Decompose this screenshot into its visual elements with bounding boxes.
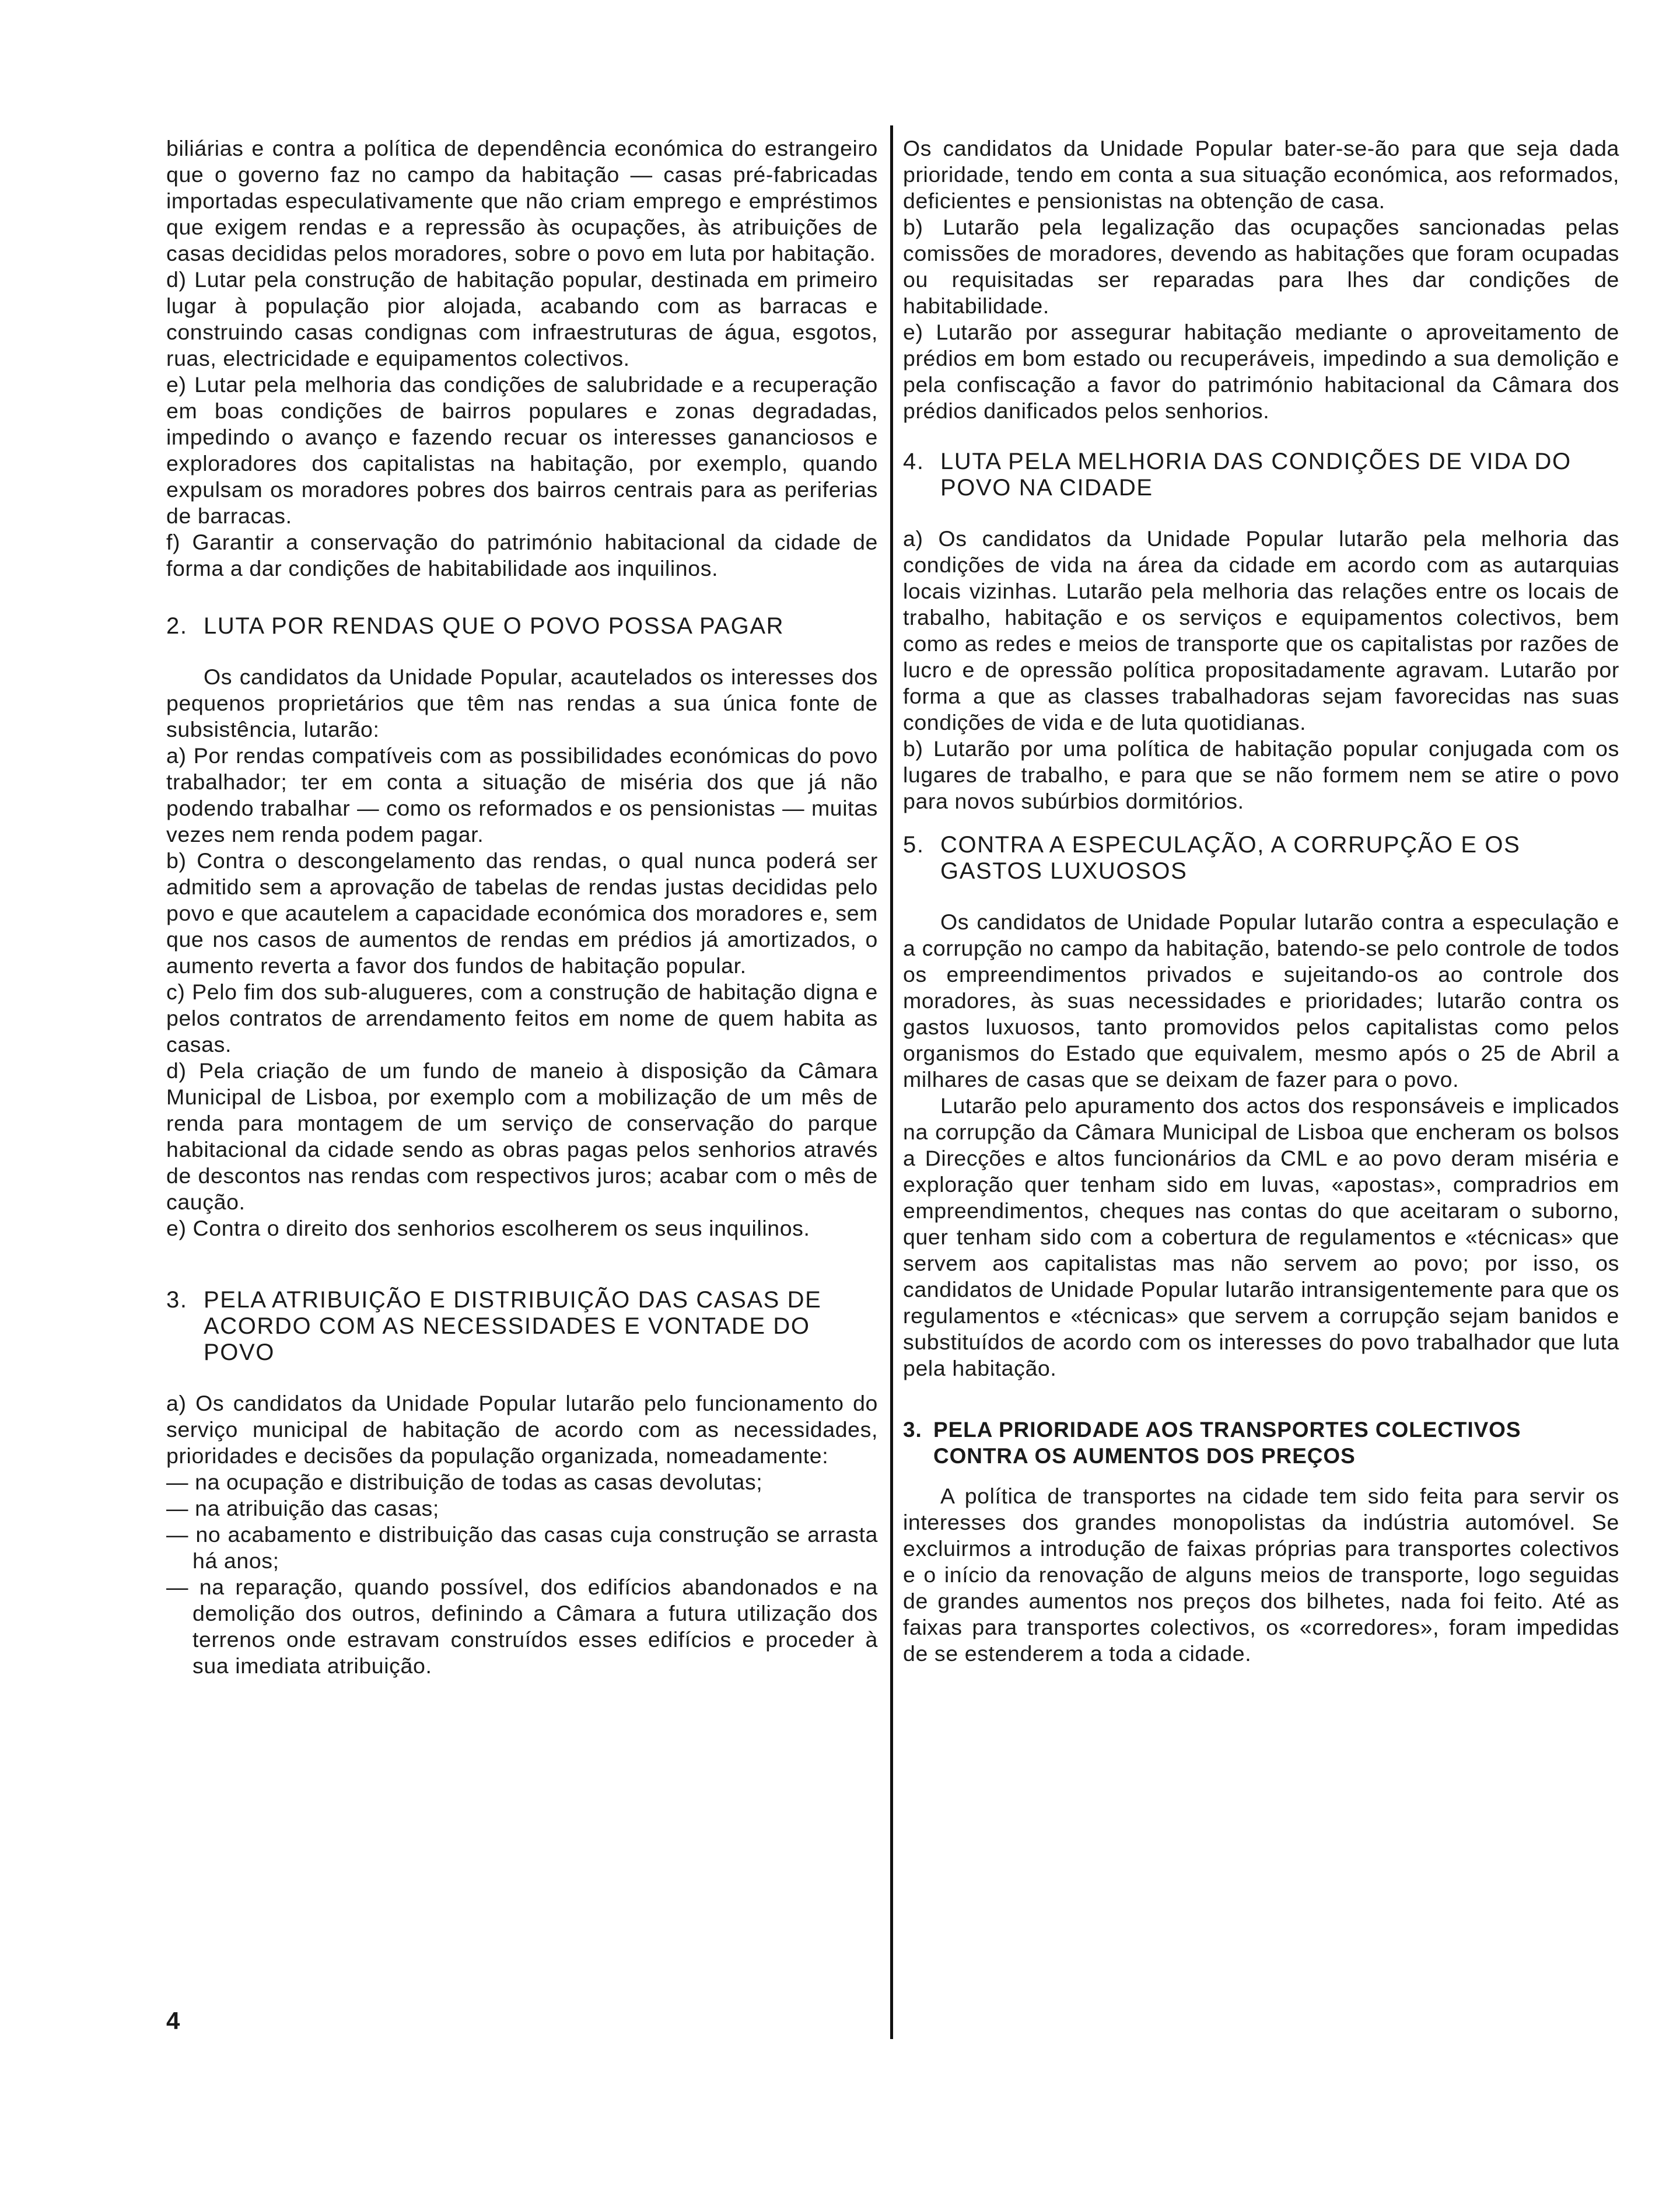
- section-4-heading: [903, 449, 1619, 501]
- section-5-heading: [903, 832, 1619, 884]
- section-3-dash-4: — na reparação, quando possível, dos edifícios abandonados e na demolição dos outros, definindo a Câmara a futura utilização dos terrenos onde estravam construídos esses edifícios e proceder à sua imediata atribuição.: [166, 1575, 878, 1678]
- column-divider-rule: [890, 125, 893, 2039]
- section-3-intro: a) Os candidatos da Unidade Popular lutarão pelo funcionamento do serviço municipal de habitação de acordo com as necessidades, prioridades e decisões da população organizada, nomeadamente:: [166, 1391, 878, 1468]
- section-3-dash-1: — na ocupação e distribuição de todas as casas devolutas;: [166, 1470, 763, 1494]
- left-intro-paragraph: biliárias e contra a política de dependência económica do estrangeiro que o governo faz no campo da habitação — casas pré-fabricadas importadas especulativamente que não criam emprego e empréstimos que exigem rendas e a repressão às ocupações, às atribuições de casas decididas pelos moradores, sobre o povo em luta por habitação.: [166, 136, 878, 265]
- section-3-heading: [166, 1287, 878, 1366]
- left-item-f: f) Garantir a conservação do património habitacional da cidade de forma a dar condições de habitabilidade aos inquilinos.: [166, 530, 878, 581]
- section-2-item-c: c) Pelo fim dos sub-alugueres, com a construção de habitação digna e pelos contratos de arrendamento feitos em nome de quem habita as casas.: [166, 980, 878, 1057]
- section-2-item-e: e) Contra o direito dos senhorios escolherem os seus inquilinos.: [166, 1216, 810, 1240]
- section-2-item-a: a) Por rendas compatíveis com as possibilidades económicas do povo trabalhador; ter em conta a situação de miséria dos que já não podendo trabalhar — como os reformados e os pensionistas — muitas vezes nem renda podem pagar.: [166, 743, 878, 847]
- section-4-number: 4.: [903, 449, 925, 474]
- section-5-paragraph-1: Os candidatos de Unidade Popular lutarão contra a especulação e a corrupção no campo da habitação, batendo-se pelo controle de todos os empreendimentos privados e sujeitando-os ao controle dos moradores, às suas necessidades e prioridades; lutarão contra os gastos luxuosos, tanto promovidos pelos capitalistas como pelos organismos do Estado que equivalem, mesmo após o 25 de Abril a milhares de casas que se deixam de fazer para o povo.: [903, 910, 1619, 1092]
- section-2-intro: Os candidatos da Unidade Popular, acautelados os interesses dos pequenos proprietários que têm nas rendas a sua única fonte de subsistência, lutarão:: [166, 665, 878, 742]
- right-item-b: b) Lutarão pela legalização das ocupações sancionadas pelas comissões de moradores, devendo as habitações que foram ocupadas ou requisitadas ser reparadas para lhes dar condições de habitabilidade.: [903, 215, 1619, 318]
- section-5-title: CONTRA A ESPECULAÇÃO, A CORRUPÇÃO E OS GASTOS LUXUOSOS: [940, 832, 1521, 884]
- section-2-item-b: b) Contra o descongelamento das rendas, o qual nunca poderá ser admitido sem a aprovação de tabelas de rendas justas decididas pelo povo e que acautelem a capacidade económica dos moradores e, sem que nos casos de aumentos de rendas em prédios já amortizados, o aumento reverta a favor dos fundos de habitação popular.: [166, 848, 878, 978]
- transport-section-number: 3.: [903, 1418, 922, 1442]
- section-4-title: LUTA PELA MELHORIA DAS CONDIÇÕES DE VIDA DO POVO NA CIDADE: [940, 449, 1572, 501]
- section-4-item-a: a) Os candidatos da Unidade Popular lutarão pela melhoria das condições de vida na área da cidade em acordo com as autarquias locais vizinhas. Lutarão pela melhoria das relações entre os locais de trabalho, habitação e os serviços e equipamentos colectivos, bem como as redes e meios de transporte que os capitalistas por razões de lucro e de opressão política propositadamente agravam. Lutarão por forma a que as classes trabalhadoras sejam favorecidas nas suas condições de vida e de luta quotidianas.: [903, 526, 1619, 735]
- section-2-item-d: d) Pela criação de um fundo de maneio à disposição da Câmara Municipal de Lisboa, por exemplo com a mobilização de um mês de renda para montagem de um serviço de conservação do parque habitacional da cidade sendo as obras pagas pelos senhorios através de descontos nas rendas com respectivos juros; acabar com o mês de caução.: [166, 1058, 878, 1214]
- left-column: [166, 135, 878, 1679]
- section-5-number: 5.: [903, 832, 925, 858]
- section-2-number: 2.: [166, 613, 188, 639]
- transport-section-title: PELA PRIORIDADE AOS TRANSPORTES COLECTIVOS CONTRA OS AUMENTOS DOS PREÇOS: [933, 1418, 1521, 1468]
- section-5-paragraph-2: Lutarão pelo apuramento dos actos dos responsáveis e implicados na corrupção da Câmara Municipal de Lisboa que encheram os bolsos a Direcções e altos funcionários da CML e ao povo deram miséria e exploração quer tenham sido em luvas, «apostas», compradrios em empreendimentos, cheques nas contas do que aceitaram o suborno, quer tenham sido com a cobertura de regulamentos e «técnicas» que servem aos capitalistas mas não servem ao povo; por isso, os candidatos de Unidade Popular lutarão intransigentemente para que os regulamentos e «técnicas» que servem a corrupção sejam banidos e substituídos de acordo com os interesses do povo trabalhador que luta pela habitação.: [903, 1093, 1619, 1380]
- right-item-e: e) Lutarão por assegurar habitação mediante o aproveitamento de prédios em bom estado ou recuperáveis, impedindo a sua demolição e pela confiscação a favor do património habitacional da Câmara dos prédios danificados pelos senhorios.: [903, 320, 1619, 423]
- right-column: [903, 135, 1619, 1667]
- section-4-item-b: b) Lutarão por uma política de habitação popular conjugada com os lugares de trabalho, e para que se não formem nem se atire o povo para novos subúrbios dormitórios.: [903, 736, 1619, 813]
- section-3-dash-3: — no acabamento e distribuição das casas cuja construção se arrasta há anos;: [166, 1522, 878, 1573]
- left-item-e: e) Lutar pela melhoria das condições de salubridade e a recuperação em boas condições de bairros populares e zonas degradadas, impedindo o avanço e fazendo recuar os interesses gananciosos e exploradores dos capitalistas na habitação, por exemplo, quando expulsam os moradores pobres dos bairros centrais para as periferias de barracas.: [166, 372, 878, 528]
- section-2-title: LUTA POR RENDAS QUE O POVO POSSA PAGAR: [204, 613, 785, 639]
- section-3-number: 3.: [166, 1287, 188, 1313]
- page-number: 4: [166, 2007, 180, 2034]
- section-3-title: PELA ATRIBUIÇÃO E DISTRIBUIÇÃO DAS CASAS DE ACORDO COM AS NECESSIDADES E VONTADE DO POVO: [204, 1287, 822, 1365]
- transport-section-paragraph: A política de transportes na cidade tem sido feita para servir os interesses dos grandes monopolistas da indústria automóvel. Se excluirmos a introdução de faixas próprias para transportes colectivos e o início da renovação de alguns meios de transporte, logo seguidas de grandes aumentos nos preços dos bilhetes, nada foi feito. Até as faixas para transportes colectivos, os «corredores», foram impedidas de se estenderem a toda a cidade.: [903, 1484, 1619, 1666]
- transport-section-heading: [903, 1417, 1619, 1469]
- section-3-dash-2: — na atribuição das casas;: [166, 1496, 439, 1520]
- right-intro-paragraph: Os candidatos da Unidade Popular bater-se-ão para que seja dada prioridade, tendo em conta a sua situação económica, aos reformados, deficientes e pensionistas na obtenção de casa.: [903, 136, 1619, 213]
- left-item-d: d) Lutar pela construção de habitação popular, destinada em primeiro lugar à população pior alojada, acabando com as barracas e construindo casas condignas com infraestruturas de água, esgotos, ruas, electricidade e equipamentos colectivos.: [166, 267, 878, 370]
- section-2-heading: [166, 613, 878, 639]
